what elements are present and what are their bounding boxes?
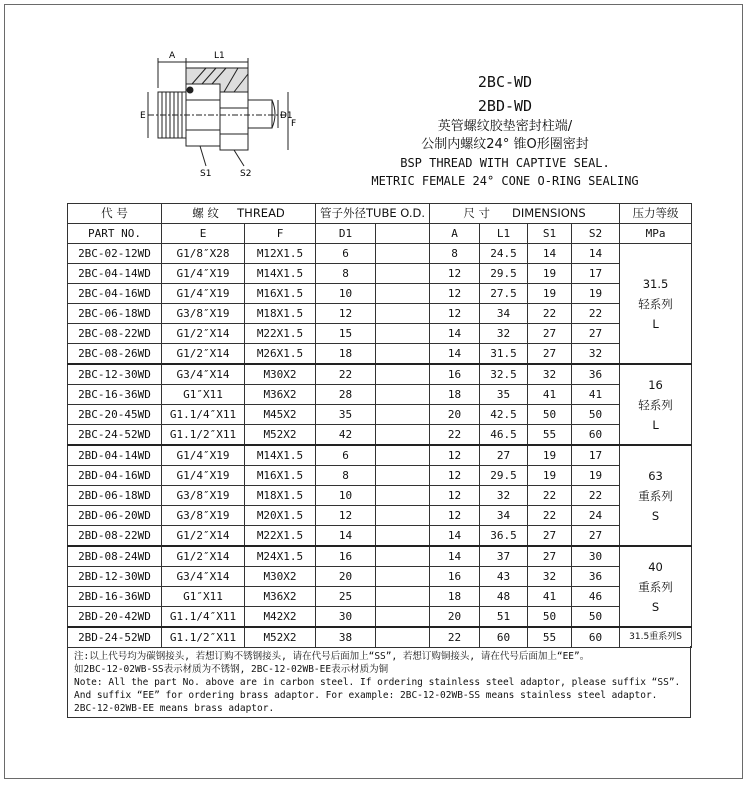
tube-d1-cell: 30	[316, 607, 376, 628]
fitting-drawing	[128, 48, 308, 183]
dim-s1-cell: 22	[528, 304, 572, 324]
dim-a-cell: 12	[430, 284, 480, 304]
tube-d1-cell: 14	[316, 526, 376, 547]
blank-cell	[376, 385, 430, 405]
part-no-cell: 2BC-20-45WD	[68, 405, 162, 425]
thread-f-cell: M16X1.5	[245, 284, 316, 304]
tube-d1-cell: 10	[316, 284, 376, 304]
tube-d1-cell: 12	[316, 304, 376, 324]
thread-f-cell: M22X1.5	[245, 526, 316, 547]
part-no-cell: 2BC-16-36WD	[68, 385, 162, 405]
thread-e-cell: G1″X11	[162, 587, 245, 607]
table-row	[68, 304, 692, 324]
dim-a-cell: 14	[430, 344, 480, 365]
thread-e-cell: G3/8″X19	[162, 506, 245, 526]
blank-cell	[376, 587, 430, 607]
thread-f-cell: M52X2	[245, 425, 316, 446]
pressure-group-cell	[620, 546, 692, 627]
tube-d1-cell: 6	[316, 445, 376, 466]
title-block	[340, 70, 670, 190]
dim-l1-cell: 42.5	[480, 405, 528, 425]
table-row	[68, 385, 692, 405]
dim-a-cell: 18	[430, 587, 480, 607]
blank-cell	[376, 364, 430, 385]
tube-d1-cell: 10	[316, 486, 376, 506]
dim-s2-cell: 19	[572, 284, 620, 304]
thread-f-cell: M52X2	[245, 627, 316, 648]
dim-s1-cell: 27	[528, 344, 572, 365]
dim-s1-cell: 19	[528, 264, 572, 284]
header-a: A	[430, 224, 480, 244]
blank-cell	[376, 506, 430, 526]
note-line: 如2BC-12-02WB-SS表示材质为不锈钢, 2BC-12-02WB-EE表示材质为铜	[74, 664, 389, 675]
dim-a-cell: 12	[430, 445, 480, 466]
dim-s2-cell: 17	[572, 264, 620, 284]
blank-cell	[376, 466, 430, 486]
dim-l1-cell: 46.5	[480, 425, 528, 446]
header-code: 代 号	[68, 204, 162, 224]
note-line: And suffix “EE” for ordering brass adaptor. For example: 2BC-12-02WB-SS means stainless steel adaptor.	[74, 690, 658, 701]
tube-d1-cell: 16	[316, 546, 376, 567]
pressure-group-code: S	[651, 599, 660, 614]
spec-table	[67, 203, 692, 648]
table-row	[68, 344, 692, 365]
tube-d1-cell: 8	[316, 466, 376, 486]
dim-l1-cell: 31.5	[480, 344, 528, 365]
dim-a-cell: 14	[430, 526, 480, 547]
dim-s1-cell: 27	[528, 546, 572, 567]
note-line: 注:以上代号均为碳钢接头, 若想订购不锈钢接头, 请在代号后面加上“SS”, 若想订购铜接头, 请在代号后面加上“EE”。	[74, 651, 590, 662]
dim-a-cell: 16	[430, 364, 480, 385]
thread-f-cell: M36X2	[245, 587, 316, 607]
part-no-cell: 2BC-04-16WD	[68, 284, 162, 304]
dim-l1-cell: 36.5	[480, 526, 528, 547]
dim-s2-cell: 41	[572, 385, 620, 405]
dim-a-cell: 20	[430, 405, 480, 425]
dim-l1-cell: 27.5	[480, 284, 528, 304]
part-no-cell: 2BC-06-18WD	[68, 304, 162, 324]
table-row	[68, 607, 692, 628]
thread-e-cell: G1/4″X19	[162, 264, 245, 284]
tube-d1-cell: 20	[316, 567, 376, 587]
thread-e-cell: G1.1/2″X11	[162, 425, 245, 446]
thread-e-cell: G3/4″X14	[162, 567, 245, 587]
table-row	[68, 627, 692, 648]
part-no-cell: 2BC-08-22WD	[68, 324, 162, 344]
title-en-1: BSP THREAD WITH CAPTIVE SEAL.	[400, 156, 610, 170]
dim-s1-cell: 27	[528, 324, 572, 344]
dim-a-cell: 18	[430, 385, 480, 405]
tube-d1-cell: 22	[316, 364, 376, 385]
dim-s2-cell: 30	[572, 546, 620, 567]
title-cn-2: 公制内螺纹24° 锥O形圈密封	[421, 137, 589, 152]
thread-f-cell: M45X2	[245, 405, 316, 425]
dim-s2-cell: 22	[572, 304, 620, 324]
pressure-group-code: S	[651, 508, 660, 523]
dim-s2-cell: 36	[572, 567, 620, 587]
dim-l1-cell: 43	[480, 567, 528, 587]
part-no-cell: 2BD-24-52WD	[68, 627, 162, 648]
dim-d1-label: D1	[280, 111, 293, 121]
table-row	[68, 445, 692, 466]
dim-s1-cell: 22	[528, 506, 572, 526]
pressure-group-cell	[620, 244, 692, 365]
dim-a-cell: 20	[430, 607, 480, 628]
dim-s2-cell: 17	[572, 445, 620, 466]
table-row	[68, 425, 692, 446]
tube-d1-cell: 25	[316, 587, 376, 607]
dim-s2-cell: 32	[572, 344, 620, 365]
dim-a-cell: 14	[430, 546, 480, 567]
blank-cell	[376, 244, 430, 264]
dim-s1-cell: 55	[528, 425, 572, 446]
dim-a-cell: 22	[430, 425, 480, 446]
pressure-group-series: 重系列	[638, 488, 673, 503]
blank-cell	[376, 304, 430, 324]
dim-s1-cell: 14	[528, 244, 572, 264]
blank-cell	[376, 324, 430, 344]
table-row	[68, 466, 692, 486]
part-no-cell: 2BC-12-30WD	[68, 364, 162, 385]
note-line: 2BC-12-02WB-EE means brass adaptor.	[74, 703, 275, 714]
thread-f-cell: M22X1.5	[245, 324, 316, 344]
dim-s1-cell: 19	[528, 284, 572, 304]
part-no-cell: 2BD-20-42WD	[68, 607, 162, 628]
dim-s2-cell: 22	[572, 486, 620, 506]
part-no-cell: 2BC-04-14WD	[68, 264, 162, 284]
table-row	[68, 284, 692, 304]
thread-e-cell: G1/2″X14	[162, 344, 245, 365]
dim-s2-cell: 50	[572, 607, 620, 628]
dim-s2-cell: 27	[572, 526, 620, 547]
blank-cell	[376, 486, 430, 506]
dim-s1-cell: 27	[528, 526, 572, 547]
thread-f-cell: M26X1.5	[245, 344, 316, 365]
dim-s1-cell: 22	[528, 486, 572, 506]
part-no-cell: 2BD-12-30WD	[68, 567, 162, 587]
dim-l1-cell: 29.5	[480, 466, 528, 486]
table-row	[68, 587, 692, 607]
tube-d1-cell: 38	[316, 627, 376, 648]
part-no-cell: 2BD-08-24WD	[68, 546, 162, 567]
dim-l1-cell: 48	[480, 587, 528, 607]
header-dimensions: 尺 寸 DIMENSIONS	[430, 204, 620, 224]
pressure-group-value: 31.5	[642, 276, 669, 291]
header-tube-od: 管子外径TUBE O.D.	[316, 204, 430, 224]
pressure-group-cell	[620, 445, 692, 546]
table-row	[68, 546, 692, 567]
pressure-group-value: 63	[648, 468, 663, 483]
thread-f-cell: M18X1.5	[245, 486, 316, 506]
table-row	[68, 486, 692, 506]
dim-a-cell: 8	[430, 244, 480, 264]
thread-e-cell: G1/2″X14	[162, 526, 245, 547]
dim-s1-cell: 50	[528, 405, 572, 425]
dim-s1-cell: 32	[528, 364, 572, 385]
part-no-cell: 2BC-02-12WD	[68, 244, 162, 264]
part-no-cell: 2BD-04-16WD	[68, 466, 162, 486]
header-d1: D1	[316, 224, 376, 244]
dim-a-cell: 12	[430, 466, 480, 486]
dim-s2-cell: 60	[572, 627, 620, 648]
part-no-cell: 2BD-06-20WD	[68, 506, 162, 526]
blank-cell	[376, 264, 430, 284]
dim-s2-cell: 14	[572, 244, 620, 264]
blank-cell	[376, 567, 430, 587]
dim-s2-cell: 36	[572, 364, 620, 385]
pressure-group-series: 轻系列	[638, 296, 673, 311]
header-s2: S2	[572, 224, 620, 244]
table-row	[68, 324, 692, 344]
dim-s1-cell: 50	[528, 607, 572, 628]
thread-e-cell: G1/2″X14	[162, 324, 245, 344]
blank-cell	[376, 445, 430, 466]
tube-d1-cell: 12	[316, 506, 376, 526]
thread-e-cell: G1/8″X28	[162, 244, 245, 264]
thread-e-cell: G3/4″X14	[162, 364, 245, 385]
pressure-group-series: 轻系列	[638, 397, 673, 412]
header-pressure: 压力等级	[620, 204, 692, 224]
thread-e-cell: G1.1/4″X11	[162, 607, 245, 628]
blank-cell	[376, 425, 430, 446]
thread-e-cell: G1/4″X19	[162, 466, 245, 486]
dim-s2-cell: 50	[572, 405, 620, 425]
dim-l1-cell: 34	[480, 506, 528, 526]
thread-e-cell: G1.1/4″X11	[162, 405, 245, 425]
dim-s1-cell: 41	[528, 385, 572, 405]
dim-s2-cell: 19	[572, 466, 620, 486]
header-f: F	[245, 224, 316, 244]
dim-s1-cell: 19	[528, 445, 572, 466]
blank-cell	[376, 344, 430, 365]
dim-s1-cell: 41	[528, 587, 572, 607]
tube-d1-cell: 18	[316, 344, 376, 365]
thread-e-cell: G1/4″X19	[162, 284, 245, 304]
pressure-group-code: L	[652, 316, 659, 331]
dim-l1-cell: 37	[480, 546, 528, 567]
thread-e-cell: G3/8″X19	[162, 486, 245, 506]
tube-d1-cell: 42	[316, 425, 376, 446]
thread-e-cell: G1″X11	[162, 385, 245, 405]
pressure-group-code: L	[652, 417, 659, 432]
pressure-group-cell	[620, 364, 692, 445]
thread-f-cell: M30X2	[245, 364, 316, 385]
thread-f-cell: M20X1.5	[245, 506, 316, 526]
thread-f-cell: M42X2	[245, 607, 316, 628]
pressure-group-value: 40	[648, 559, 663, 574]
title-en-2: METRIC FEMALE 24° CONE O-RING SEALING	[371, 174, 639, 188]
dim-a-cell: 16	[430, 567, 480, 587]
model-2bc: 2BC-WD	[477, 73, 533, 91]
thread-f-cell: M12X1.5	[245, 244, 316, 264]
blank-cell	[376, 405, 430, 425]
part-no-cell: 2BD-08-22WD	[68, 526, 162, 547]
thread-e-cell: G1/4″X19	[162, 445, 245, 466]
tube-d1-cell: 8	[316, 264, 376, 284]
blank-cell	[376, 607, 430, 628]
dim-s1-label: S1	[200, 169, 212, 179]
table-row	[68, 264, 692, 284]
header-blank	[376, 224, 430, 244]
model-2bd: 2BD-WD	[477, 97, 533, 115]
pressure-group-cell: 31.5重系列S	[620, 627, 692, 648]
dim-a-cell: 12	[430, 304, 480, 324]
thread-e-cell: G3/8″X19	[162, 304, 245, 324]
dim-l1-cell: 29.5	[480, 264, 528, 284]
header-part-no: PART NO.	[68, 224, 162, 244]
dim-l1-cell: 60	[480, 627, 528, 648]
header-s1: S1	[528, 224, 572, 244]
dim-l1-cell: 32	[480, 324, 528, 344]
pressure-group-series: 重系列	[638, 579, 673, 594]
thread-f-cell: M14X1.5	[245, 264, 316, 284]
table-row	[68, 506, 692, 526]
dim-s2-cell: 27	[572, 324, 620, 344]
table-row	[68, 567, 692, 587]
pressure-group-value: 16	[648, 377, 663, 392]
blank-cell	[376, 284, 430, 304]
part-no-cell: 2BC-24-52WD	[68, 425, 162, 446]
dim-a-cell: 14	[430, 324, 480, 344]
dim-s2-cell: 24	[572, 506, 620, 526]
part-no-cell: 2BD-16-36WD	[68, 587, 162, 607]
part-no-cell: 2BD-04-14WD	[68, 445, 162, 466]
blank-cell	[376, 627, 430, 648]
dim-l1-cell: 27	[480, 445, 528, 466]
dim-s1-cell: 55	[528, 627, 572, 648]
tube-d1-cell: 35	[316, 405, 376, 425]
dim-s1-cell: 32	[528, 567, 572, 587]
dim-f-label: F	[291, 119, 297, 129]
header-e: E	[162, 224, 245, 244]
thread-e-cell: G1/2″X14	[162, 546, 245, 567]
thread-f-cell: M36X2	[245, 385, 316, 405]
table-row	[68, 244, 692, 264]
thread-f-cell: M30X2	[245, 567, 316, 587]
dim-s2-label: S2	[240, 169, 252, 179]
dim-a-cell: 12	[430, 486, 480, 506]
header-mpa: MPa	[620, 224, 692, 244]
table-row	[68, 526, 692, 547]
table-row	[68, 405, 692, 425]
dim-a-cell: 22	[430, 627, 480, 648]
notes-box	[67, 646, 691, 718]
thread-f-cell: M18X1.5	[245, 304, 316, 324]
title-cn-1: 英管螺纹胶垫密封柱端/	[437, 119, 573, 134]
table-row	[68, 364, 692, 385]
thread-f-cell: M24X1.5	[245, 546, 316, 567]
dim-a-cell: 12	[430, 264, 480, 284]
dim-l1-cell: 34	[480, 304, 528, 324]
part-no-cell: 2BD-06-18WD	[68, 486, 162, 506]
tube-d1-cell: 6	[316, 244, 376, 264]
dim-s1-cell: 19	[528, 466, 572, 486]
thread-f-cell: M14X1.5	[245, 445, 316, 466]
header-thread: 螺 纹 THREAD	[162, 204, 316, 224]
dim-e-label: E	[140, 111, 146, 121]
dim-s2-cell: 46	[572, 587, 620, 607]
tube-d1-cell: 15	[316, 324, 376, 344]
dim-l1-cell: 24.5	[480, 244, 528, 264]
blank-cell	[376, 526, 430, 547]
dim-a-cell: 12	[430, 506, 480, 526]
header-l1: L1	[480, 224, 528, 244]
dim-l1-cell: 32.5	[480, 364, 528, 385]
dim-l1-cell: 51	[480, 607, 528, 628]
dim-l1-cell: 35	[480, 385, 528, 405]
tube-d1-cell: 28	[316, 385, 376, 405]
part-no-cell: 2BC-08-26WD	[68, 344, 162, 365]
dim-l1-cell: 32	[480, 486, 528, 506]
dim-a-label: A	[169, 51, 176, 61]
blank-cell	[376, 546, 430, 567]
dim-l1-label: L1	[214, 51, 225, 61]
dim-s2-cell: 60	[572, 425, 620, 446]
thread-e-cell: G1.1/2″X11	[162, 627, 245, 648]
thread-f-cell: M16X1.5	[245, 466, 316, 486]
note-line: Note: All the part No. above are in carbon steel. If ordering stainless steel adaptor, please suffix “SS”.	[74, 677, 681, 688]
